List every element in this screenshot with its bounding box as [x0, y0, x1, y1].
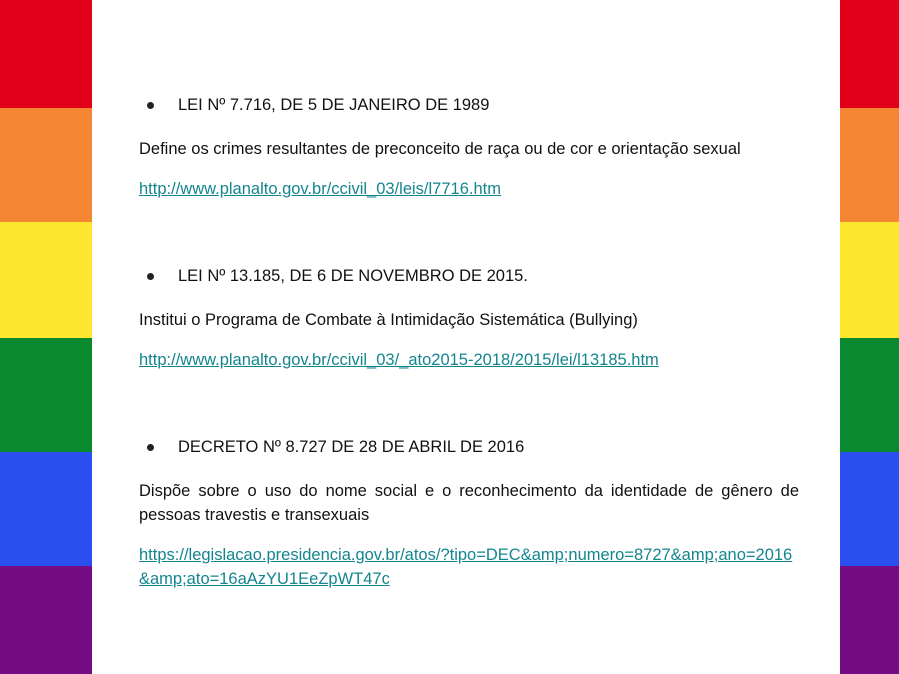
law-link[interactable]: https://legislacao.presidencia.gov.br/atos/?tipo=DEC&amp;numero=8727&amp;ano=2016&amp;ato=16aAzYU1EeZpWT47c — [139, 546, 793, 588]
law-title-text: LEI Nº 13.185, DE 6 DE NOVEMBRO DE 2015. — [178, 267, 528, 285]
stripe-blue — [0, 452, 92, 566]
law-description: Institui o Programa de Combate à Intimidação Sistemática (Bullying) — [139, 311, 638, 329]
bullet-icon — [147, 102, 154, 109]
law-title-text: LEI Nº 7.716, DE 5 DE JANEIRO DE 1989 — [178, 96, 490, 114]
stripe-blue — [840, 452, 899, 566]
law-description: Dispõe sobre o uso do nome social e o reconhecimento da identidade de gênero de pessoas travestis e transexuais — [139, 482, 799, 524]
bullet-icon — [147, 273, 154, 280]
stripe-green — [0, 338, 92, 452]
stripe-yellow — [0, 222, 92, 338]
stripe-orange — [0, 108, 92, 222]
stripe-purple — [0, 566, 92, 674]
law-entry — [139, 266, 799, 372]
stripe-green — [840, 338, 899, 452]
stripe-yellow — [840, 222, 899, 338]
law-link[interactable]: http://www.planalto.gov.br/ccivil_03/_ato2015-2018/2015/lei/l13185.htm — [139, 351, 659, 369]
document-page — [92, 0, 840, 674]
law-title — [139, 437, 799, 457]
law-link[interactable]: http://www.planalto.gov.br/ccivil_03/leis/l7716.htm — [139, 180, 501, 198]
bullet-icon — [147, 444, 154, 451]
stripe-red — [840, 0, 899, 108]
stripe-orange — [840, 108, 899, 222]
law-title-text: DECRETO Nº 8.727 DE 28 DE ABRIL DE 2016 — [178, 438, 525, 456]
law-entry — [139, 437, 799, 591]
law-description: Define os crimes resultantes de preconceito de raça ou de cor e orientação sexual — [139, 140, 741, 158]
rainbow-border-right — [840, 0, 899, 674]
stripe-purple — [840, 566, 899, 674]
law-title — [139, 266, 799, 286]
law-title — [139, 95, 799, 115]
law-entry — [139, 95, 799, 201]
stripe-red — [0, 0, 92, 108]
rainbow-border-left — [0, 0, 92, 674]
